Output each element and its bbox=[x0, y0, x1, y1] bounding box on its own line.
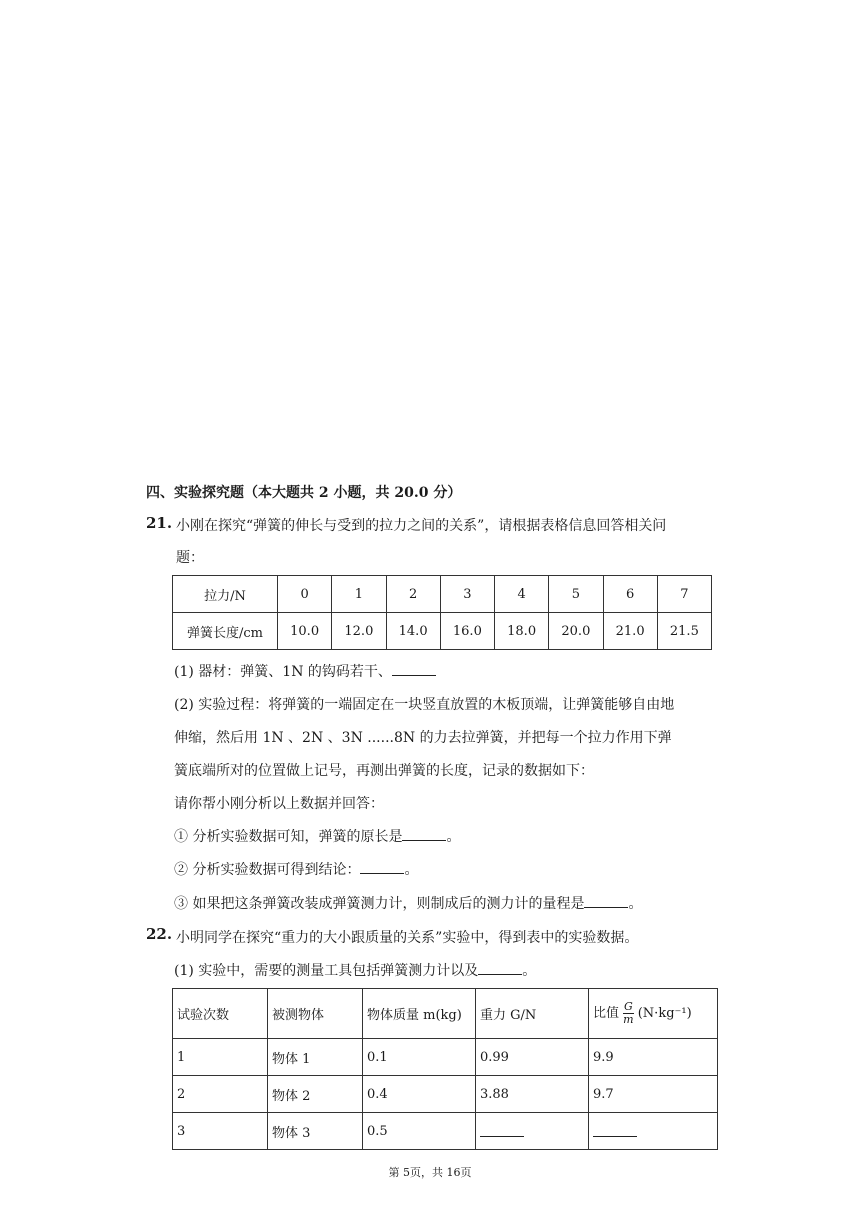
table-cell: 物体 1 bbox=[268, 1039, 363, 1076]
table-cell: 物体 2 bbox=[268, 1076, 363, 1113]
table-row bbox=[173, 1113, 718, 1150]
table-header: 重力 G/N bbox=[476, 989, 589, 1039]
q21-stem-line2: 题： bbox=[176, 550, 204, 566]
table-header: 被测物体 bbox=[268, 989, 363, 1039]
table-row bbox=[173, 576, 712, 613]
answer-blank[interactable] bbox=[392, 661, 436, 676]
table-cell: 0.1 bbox=[363, 1039, 476, 1076]
table-cell: 0.4 bbox=[363, 1076, 476, 1113]
table-cell: 3.88 bbox=[476, 1076, 589, 1113]
answer-blank[interactable] bbox=[480, 1122, 524, 1137]
ratio-numerator: G bbox=[623, 1000, 633, 1013]
table-cell: 4 bbox=[495, 576, 549, 613]
table-cell: 0 bbox=[278, 576, 332, 613]
q21-sub3-text: ③ 如果把这条弹簧改装成弹簧测力计，则制成后的测力计的量程是 bbox=[174, 896, 585, 912]
table-row bbox=[173, 1076, 718, 1113]
period: 。 bbox=[446, 829, 461, 845]
ratio-denominator: m bbox=[623, 1013, 634, 1026]
table-header: 试验次数 bbox=[173, 989, 268, 1039]
table-cell bbox=[476, 1113, 589, 1150]
ratio-unit: (N·kg⁻¹) bbox=[637, 1006, 692, 1021]
q21-part1-text: (1) 器材：弹簧、1N 的钩码若干、 bbox=[174, 664, 392, 680]
table-cell: 0.5 bbox=[363, 1113, 476, 1150]
period: 。 bbox=[522, 963, 537, 979]
answer-blank[interactable] bbox=[593, 1122, 637, 1137]
page-footer: 第 5页，共 16页 bbox=[388, 1166, 472, 1179]
q21-part3: 请你帮小刚分析以上数据并回答： bbox=[174, 796, 384, 812]
table-cell: 9.7 bbox=[589, 1076, 718, 1113]
period: 。 bbox=[404, 862, 419, 878]
q21-part2-line3: 簧底端所对的位置做上记号，再测出弹簧的长度，记录的数据如下： bbox=[174, 763, 594, 779]
q21-sub1 bbox=[174, 826, 460, 846]
answer-blank[interactable] bbox=[402, 826, 446, 841]
table-cell: 1 bbox=[332, 576, 386, 613]
q22-stem: 小明同学在探究“重力的大小跟质量的关系”实验中，得到表中的实验数据。 bbox=[176, 930, 639, 946]
table-cell: 1 bbox=[173, 1039, 268, 1076]
table-cell: 10.0 bbox=[278, 613, 332, 650]
table-cell: 21.0 bbox=[603, 613, 657, 650]
period: 。 bbox=[628, 896, 643, 912]
table-cell: 7 bbox=[657, 576, 711, 613]
answer-blank[interactable] bbox=[360, 859, 404, 874]
table-header-force: 拉力/N bbox=[173, 576, 278, 613]
question-number-22: 22. bbox=[146, 925, 173, 943]
q21-stem-line1: 小刚在探究“弹簧的伸长与受到的拉力之间的关系”，请根据表格信息回答相关问 bbox=[176, 518, 667, 534]
ratio-label: 比值 bbox=[593, 1006, 620, 1021]
table-cell: 21.5 bbox=[657, 613, 711, 650]
table-cell: 2 bbox=[173, 1076, 268, 1113]
answer-blank[interactable] bbox=[584, 893, 628, 908]
table-cell: 20.0 bbox=[549, 613, 603, 650]
table-cell: 2 bbox=[386, 576, 440, 613]
question-number-21: 21. bbox=[146, 514, 173, 532]
table-cell: 物体 3 bbox=[268, 1113, 363, 1150]
table-cell: 0.99 bbox=[476, 1039, 589, 1076]
table-cell: 14.0 bbox=[386, 613, 440, 650]
q22-part1 bbox=[174, 960, 536, 980]
table-cell: 3 bbox=[173, 1113, 268, 1150]
table-cell: 16.0 bbox=[440, 613, 494, 650]
table-header-length: 弹簧长度/cm bbox=[173, 613, 278, 650]
table-cell: 3 bbox=[440, 576, 494, 613]
gravity-data-table bbox=[172, 988, 718, 1150]
q21-part2-line1: (2) 实验过程：将弹簧的一端固定在一块竖直放置的木板顶端，让弹簧能够自由地 bbox=[174, 697, 675, 713]
table-row bbox=[173, 613, 712, 650]
table-cell: 9.9 bbox=[589, 1039, 718, 1076]
table-cell: 18.0 bbox=[495, 613, 549, 650]
q21-part2-line2: 伸缩，然后用 1N 、2N 、3N ......8N 的力去拉弹簧，并把每一个拉力作用下弹 bbox=[174, 730, 672, 746]
section-title: 四、实验探究题（本大题共 2 小题，共 20.0 分） bbox=[146, 485, 462, 501]
ratio-fraction bbox=[623, 1001, 633, 1026]
q21-sub3 bbox=[174, 893, 642, 913]
q21-part1 bbox=[174, 661, 436, 681]
q21-sub2-text: ② 分析实验数据可得到结论： bbox=[174, 862, 361, 878]
q21-sub2 bbox=[174, 859, 418, 879]
q21-sub1-text: ① 分析实验数据可知，弹簧的原长是 bbox=[174, 829, 403, 845]
table-header: 物体质量 m(kg) bbox=[363, 989, 476, 1039]
table-row bbox=[173, 989, 718, 1039]
spring-data-table bbox=[172, 575, 712, 650]
table-cell: 5 bbox=[549, 576, 603, 613]
q22-part1-text: (1) 实验中，需要的测量工具包括弹簧测力计以及 bbox=[174, 963, 479, 979]
table-header-ratio bbox=[589, 989, 718, 1039]
answer-blank[interactable] bbox=[478, 960, 522, 975]
table-cell bbox=[589, 1113, 718, 1150]
table-cell: 6 bbox=[603, 576, 657, 613]
table-row bbox=[173, 1039, 718, 1076]
table-cell: 12.0 bbox=[332, 613, 386, 650]
